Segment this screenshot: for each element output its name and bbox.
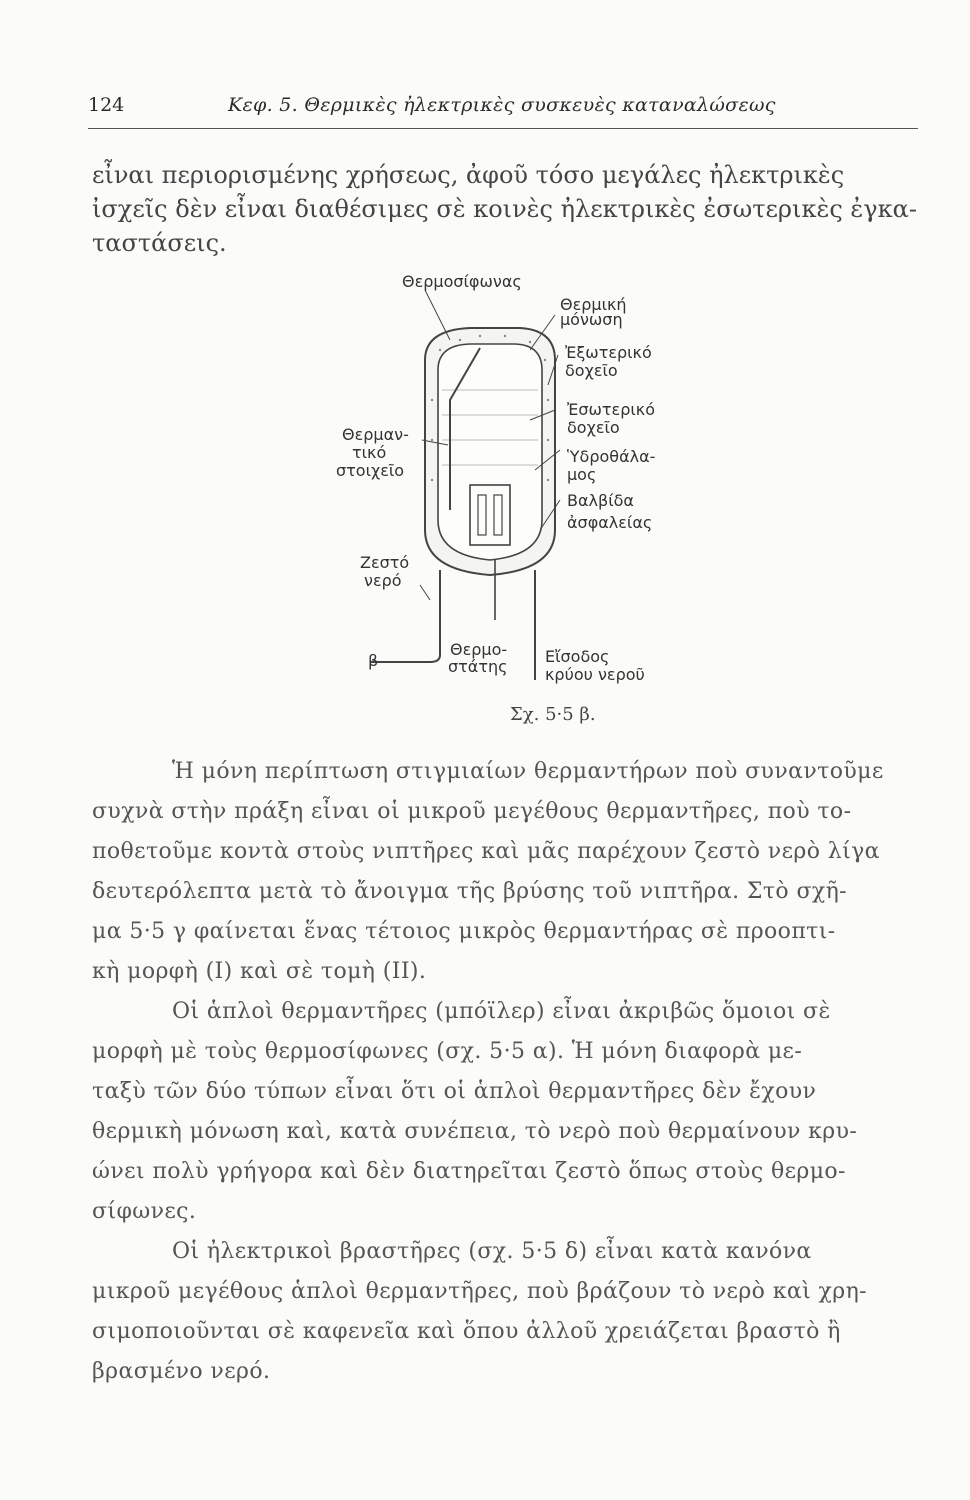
label-inner-1: Ἐσωτερικό	[567, 400, 655, 419]
body-line: μορφὴ μὲ τοὺς θερμοσίφωνες (σχ. 5·5 α). Ἡ μόνη διαφορὰ με-	[92, 1039, 803, 1064]
body-line: μικροῦ μεγέθους ἁπλοὶ θερμαντῆρες, ποὺ βράζουν τὸ νερὸ καὶ χρη-	[92, 1279, 868, 1304]
body-line: βρασμένο νερό.	[92, 1359, 271, 1384]
intro-paragraph	[92, 158, 932, 260]
label-inlet-2: κρύου νεροῦ	[545, 665, 645, 684]
body-line: ταξὺ τῶν δύο τύπων εἶναι ὅτι οἱ ἁπλοὶ θερμαντῆρες δὲν ἔχουν	[92, 1079, 817, 1104]
intro-line: ταστάσεις.	[92, 229, 227, 257]
body-line: μα 5·5 γ φαίνεται ἕνας τέτοιος μικρὸς θερμαντήρας σὲ προοπτι-	[92, 919, 836, 944]
body-text	[92, 752, 942, 1392]
label-thermostat-2: στάτης	[448, 657, 508, 676]
thermosiphon-diagram	[330, 270, 730, 710]
body-line: Οἱ ἁπλοὶ θερμαντῆρες (μπόϊλερ) εἶναι ἀκριβῶς ὅμοιοι σὲ	[172, 999, 831, 1024]
label-inlet-1: Εἴσοδος	[545, 647, 610, 666]
intro-line: ἰσχεῖς δὲν εἶναι διαθέσιμες σὲ κοινὲς ἠλεκτρικὲς ἐσωτερικὲς ἐγκα-	[92, 195, 917, 223]
label-valve-1: Βαλβίδα	[567, 491, 634, 510]
figure-caption: Σχ. 5·5 β.	[510, 704, 596, 725]
label-thermosiphon: Θερμοσίφωνας	[402, 272, 522, 291]
label-hot-2: νερό	[364, 571, 402, 590]
running-title: Κεφ. 5. Θερμικὲς ἠλεκτρικὲς συσκευὲς καταναλώσεως	[228, 94, 776, 116]
label-heating-3: στοιχεῖο	[336, 461, 405, 480]
header-rule	[88, 128, 918, 129]
body-line: σιμοποιοῦνται σὲ καφενεῖα καὶ ὅπου ἀλλοῦ χρειάζεται βραστὸ ἢ	[92, 1319, 841, 1344]
body-line: σίφωνες.	[92, 1199, 197, 1224]
label-inner-2: δοχεῖο	[567, 418, 620, 437]
label-heating-2: τικό	[352, 443, 387, 462]
label-beta: β	[368, 651, 379, 670]
intro-line: εἶναι περιορισμένης χρήσεως, ἀφοῦ τόσο μεγάλες ἠλεκτρικὲς	[92, 161, 845, 189]
label-thermostat-1: Θερμο-	[450, 640, 508, 659]
label-insulation-1: Θερμική	[560, 295, 627, 314]
label-hot-1: Ζεστό	[360, 553, 410, 572]
label-outer-2: δοχεῖο	[565, 361, 618, 380]
body-line: κὴ μορφὴ (Ι) καὶ σὲ τομὴ (ΙΙ).	[92, 959, 427, 984]
label-heating-1: Θερμαν-	[342, 425, 409, 444]
body-line: ώνει πολὺ γρήγορα καὶ δὲν διατηρεῖται ζεστὸ ὅπως στοὺς θερμο-	[92, 1159, 846, 1184]
body-line: δευτερόλεπτα μετὰ τὸ ἄνοιγμα τῆς βρύσης τοῦ νιπτῆρα. Στὸ σχῆ-	[92, 879, 848, 904]
body-line: ποθετοῦμε κοντὰ στοὺς νιπτῆρες καὶ μᾶς παρέχουν ζεστὸ νερὸ λίγα	[92, 839, 880, 864]
body-line: συχνὰ στὴν πράξη εἶναι οἱ μικροῦ μεγέθους θερμαντῆρες, ποὺ το-	[92, 799, 852, 824]
label-gauge-1: Ὑδροθάλα-	[567, 447, 656, 466]
label-valve-2: ἀσφαλείας	[567, 513, 653, 532]
body-line: Οἱ ἠλεκτρικοὶ βραστῆρες (σχ. 5·5 δ) εἶναι κατὰ κανόνα	[172, 1239, 812, 1264]
body-line: Ἡ μόνη περίπτωση στιγμιαίων θερμαντήρων ποὺ συναντοῦμε	[172, 759, 884, 784]
page-number: 124	[88, 94, 125, 116]
inner-tank	[438, 344, 542, 560]
label-outer-1: Ἐξωτερικό	[565, 343, 652, 362]
label-gauge-2: μος	[567, 465, 597, 484]
body-line: θερμικὴ μόνωση καὶ, κατὰ συνέπεια, τὸ νερὸ ποὺ θερμαίνουν κρυ-	[92, 1119, 858, 1144]
label-insulation-2: μόνωση	[560, 310, 623, 329]
